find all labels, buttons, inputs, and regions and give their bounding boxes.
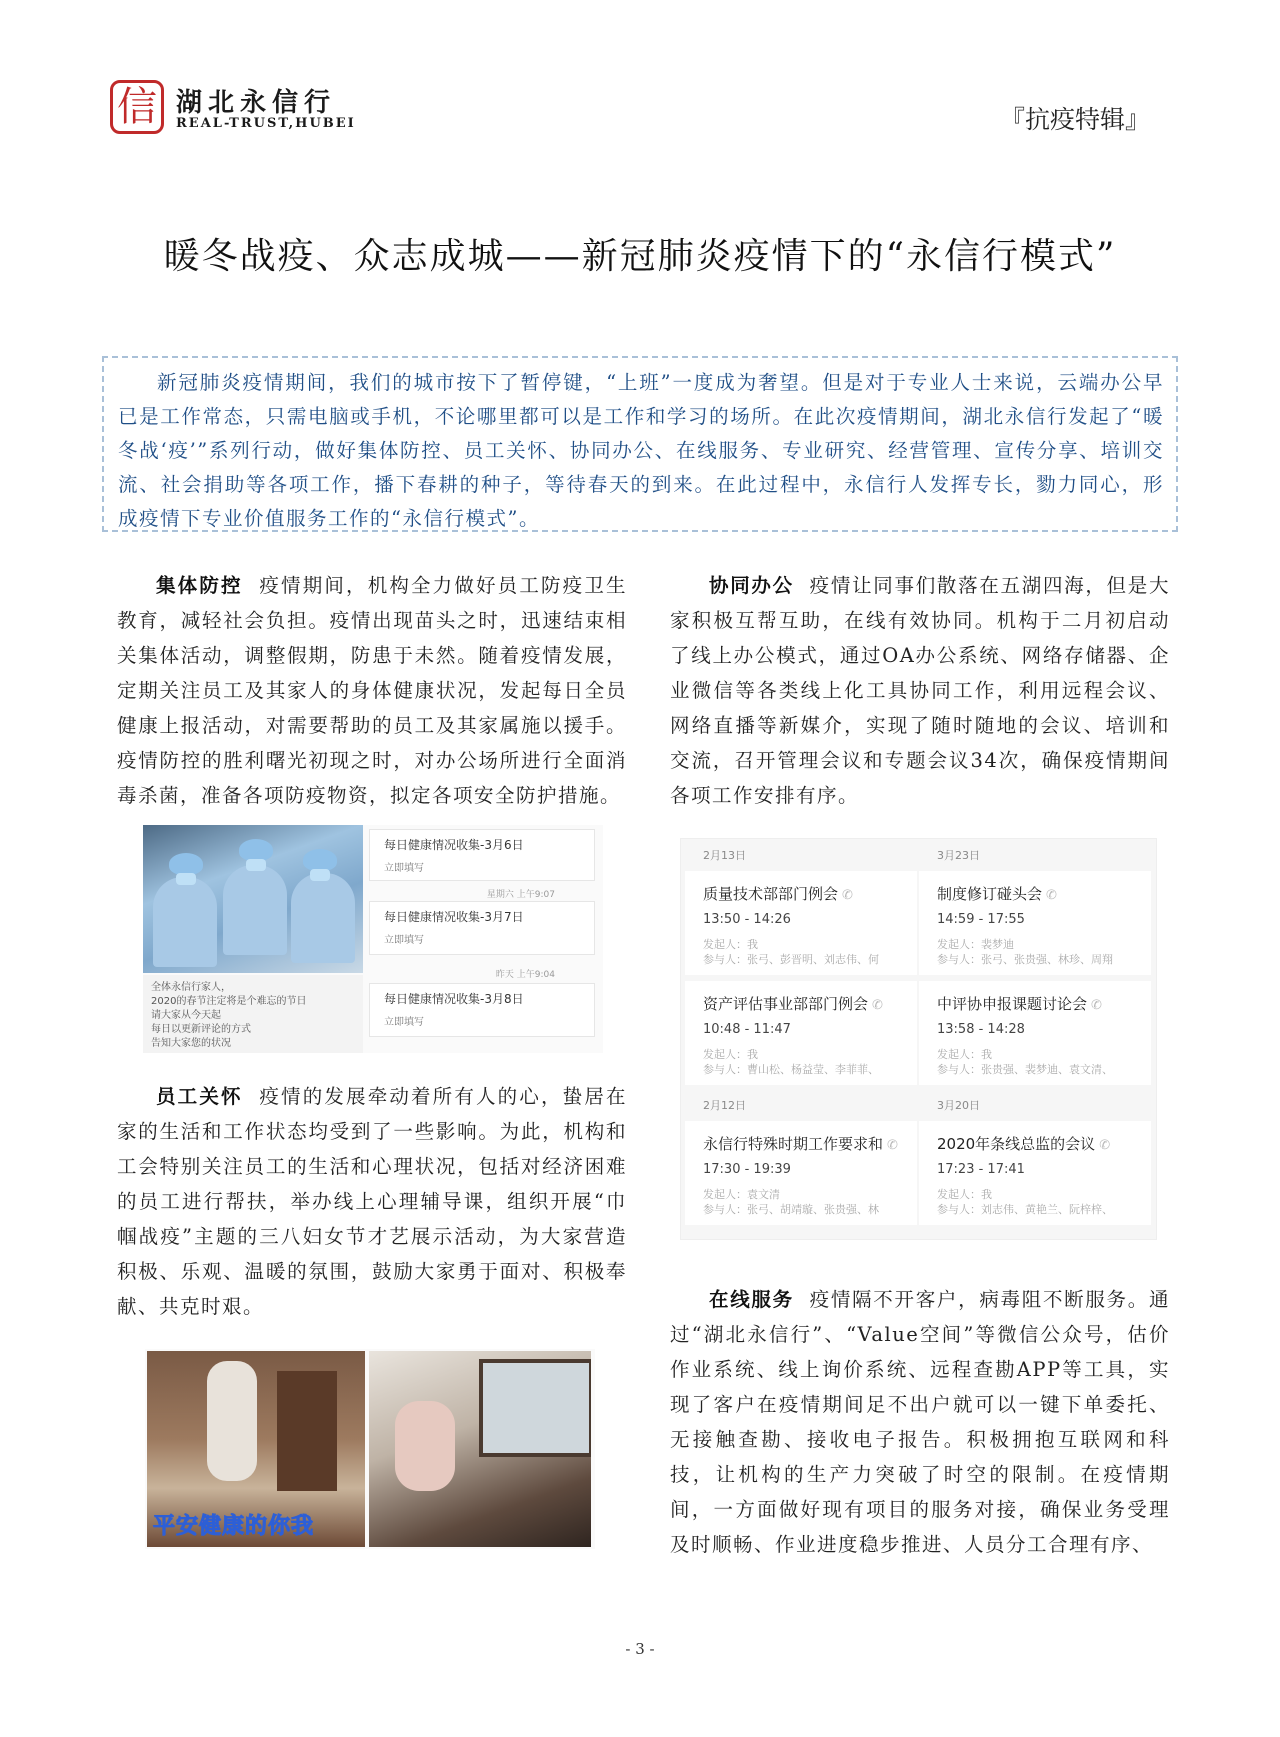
meeting-date: 2月12日 <box>703 1099 746 1112</box>
health-form-card[interactable] <box>369 829 595 881</box>
meeting-time: 17:23 - 17:41 <box>937 1162 1025 1177</box>
meeting-host: 发起人：我 <box>937 1188 992 1201</box>
meeting-item[interactable] <box>685 871 917 975</box>
section-collaborative-office <box>670 568 1170 813</box>
meeting-members: 参与人：张弓、胡靖璇、张贵强、林 <box>703 1203 879 1216</box>
logo-seal-icon: 信 <box>110 80 164 134</box>
figure-shape <box>246 859 266 871</box>
phone-icon: ✆ <box>872 998 883 1013</box>
meeting-item[interactable] <box>685 981 917 1085</box>
figure-shape <box>291 873 355 963</box>
logo <box>110 80 370 142</box>
meeting-members: 参与人：刘志伟、黄艳兰、阮梓梓、 <box>937 1203 1113 1216</box>
meeting-host: 发起人：裴梦迪 <box>937 938 1014 951</box>
meeting-host: 发起人：我 <box>703 938 758 951</box>
meeting-date: 3月20日 <box>937 1099 980 1112</box>
timestamp: 昨天 上午9:04 <box>495 970 555 980</box>
section-collective-prevention <box>117 568 627 813</box>
meeting-item[interactable] <box>919 1121 1151 1225</box>
meeting-date: 3月23日 <box>937 849 980 862</box>
health-form-title: 每日健康情况收集-3月8日 <box>384 992 524 1006</box>
figure-shape <box>239 839 273 861</box>
notice-line: 告知大家您的状况 <box>151 1038 231 1049</box>
figure-shape <box>310 869 330 881</box>
section-heading: 集体防控 <box>156 574 243 597</box>
meeting-name: 资产评估事业部部门例会 <box>703 995 869 1013</box>
meeting-host: 发起人：袁文清 <box>703 1188 780 1201</box>
fill-in-link[interactable]: 立即填写 <box>384 863 424 874</box>
phone-icon: ✆ <box>842 888 853 903</box>
child-shape <box>395 1401 455 1491</box>
notice-line: 全体永信行家人， <box>151 982 231 993</box>
timestamp: 星期六 上午9:07 <box>486 890 555 900</box>
door-shape <box>277 1371 337 1491</box>
photo-caption: 平安健康的你我 <box>153 1514 315 1539</box>
meeting-host: 发起人：我 <box>937 1048 992 1061</box>
meeting-time: 17:30 - 19:39 <box>703 1162 791 1177</box>
meeting-time: 14:59 - 17:55 <box>937 912 1025 927</box>
person-shape <box>207 1361 257 1481</box>
meeting-members: 参与人：张贵强、裴梦迪、袁文清、 <box>937 1063 1113 1076</box>
section-employee-care <box>117 1079 627 1324</box>
logo-name: 湖北永信行 <box>176 88 337 118</box>
section-heading: 协同办公 <box>709 574 794 597</box>
figure-shape <box>303 849 337 871</box>
phone-icon: ✆ <box>887 1138 898 1153</box>
figure-shape <box>153 877 217 967</box>
meeting-time: 13:58 - 14:28 <box>937 1022 1025 1037</box>
meeting-host: 发起人：我 <box>703 1048 758 1061</box>
window-shape <box>479 1359 591 1457</box>
medical-staff-photo <box>143 825 363 973</box>
meeting-name: 质量技术部部门例会 <box>703 885 839 903</box>
phone-icon: ✆ <box>1099 1138 1111 1153</box>
meeting-item[interactable] <box>685 1121 917 1225</box>
meeting-name: 永信行特殊时期工作要求和 <box>703 1135 884 1153</box>
section-heading: 员工关怀 <box>156 1085 243 1108</box>
fill-in-link[interactable]: 立即填写 <box>384 1017 424 1028</box>
intro-box: 新冠肺炎疫情期间，我们的城市按下了暂停键，“上班”一度成为奢望。但是对于专业人士来说，云端办公早已是工作常态，只需电脑或手机，不论哪里都可以是工作和学习的场所。在此次疫情期间，湖北永信行发起了“暖冬战‘疫’”系列行动，做好集体防控、员工关怀、协同办公、在线服务、专业研究、经营管理、宣传分享、培训交流、社会捐助等各项工作，播下春耕的种子，等待春天的到来。在此过程中，永信行人发挥专长，勠力同心，形成疫情下专业价值服务工作的“永信行模式”。 <box>102 356 1178 532</box>
notice-text <box>143 975 363 1053</box>
health-form-title: 每日健康情况收集-3月6日 <box>384 838 524 852</box>
logo-english-name: REAL-TRUST,HUBEI <box>176 116 356 131</box>
notice-line: 请大家从今天起 <box>151 1010 221 1021</box>
notice-line: 每日以更新评论的方式 <box>151 1024 251 1035</box>
section-online-service <box>670 1282 1170 1562</box>
figure-shape <box>176 873 196 885</box>
section-tag: 『抗疫特辑』 <box>999 105 1150 134</box>
meeting-members: 参与人：曹山松、杨益莹、李菲菲、 <box>703 1063 879 1076</box>
guzheng-photo <box>369 1351 591 1547</box>
figure-talent-show <box>145 1349 595 1549</box>
section-body: 疫情隔不开客户，病毒阻不断服务。通过“湖北永信行”、“Value空间”等微信公众号，估价作业系统、线上询价系统、远程查勘APP等工具，实现了客户在疫情期间足不出户就可以一键下单委托、无接触查勘、接收电子报告。积极拥抱互联网和科技，让机构的生产力突破了时空的限制。在疫情期间，一方面做好现有项目的服务对接，确保业务受理及时顺畅、作业进度稳步推进、人员分工合理有序、 <box>670 1288 1170 1556</box>
health-form-title: 每日健康情况收集-3月7日 <box>384 910 524 924</box>
meeting-column-left <box>685 841 917 1231</box>
section-heading: 在线服务 <box>709 1288 794 1311</box>
health-form-card[interactable] <box>369 901 595 955</box>
figure-meeting-list <box>680 838 1157 1240</box>
page-number: - 3 - <box>625 1640 655 1658</box>
section-body: 疫情期间，机构全力做好员工防疫卫生教育，减轻社会负担。疫情出现苗头之时，迅速结束相关集体活动，调整假期，防患于未然。随着疫情发展，定期关注员工及其家人的身体健康状况，发起每日全员健康上报活动，对需要帮助的员工及其家属施以援手。疫情防控的胜利曙光初现之时，对办公场所进行全面消毒杀菌，准备各项防疫物资，拟定各项安全防护措施。 <box>117 574 627 807</box>
article-title: 暖冬战疫、众志成城——新冠肺炎疫情下的“永信行模式” <box>163 236 1117 277</box>
figure-shape <box>169 853 203 875</box>
phone-icon: ✆ <box>1091 998 1102 1013</box>
meeting-item[interactable] <box>919 871 1151 975</box>
meeting-name: 制度修订碰头会 <box>937 885 1043 903</box>
meeting-time: 13:50 - 14:26 <box>703 912 791 927</box>
section-body: 疫情让同事们散落在五湖四海，但是大家积极互帮互助，在线有效协同。机构于二月初启动了线上办公模式，通过OA办公系统、网络存储器、企业微信等各类线上化工具协同工作，利用远程会议、网络直播等新媒介，实现了随时随地的会议、培训和交流，召开管理会议和专题会议34次，确保疫情期间各项工作安排有序。 <box>670 574 1170 807</box>
meeting-name: 2020年条线总监的会议 <box>937 1135 1096 1153</box>
figure-shape <box>223 865 287 955</box>
phone-icon: ✆ <box>1046 888 1057 903</box>
meeting-members: 参与人：张弓、彭晋明、刘志伟、何 <box>703 953 879 966</box>
section-body: 疫情的发展牵动着所有人的心，蛰居在家的生活和工作状态均受到了一些影响。为此，机构和工会特别关注员工的生活和心理状况，包括对经济困难的员工进行帮扶，举办线上心理辅导课，组织开展“巾帼战疫”主题的三八妇女节才艺展示活动，为大家营造积极、乐观、温暖的氛围，鼓励大家勇于面对、积极奉献、共克时艰。 <box>117 1085 627 1318</box>
meeting-date: 2月13日 <box>703 849 746 862</box>
meeting-members: 参与人：张弓、张贵强、林珍、周翔 <box>937 953 1113 966</box>
meeting-time: 10:48 - 11:47 <box>703 1022 791 1037</box>
health-form-card[interactable] <box>369 983 595 1037</box>
meeting-name: 中评协申报课题讨论会 <box>937 995 1088 1013</box>
notice-line: 2020的春节注定将是个难忘的节日 <box>151 996 307 1007</box>
fill-in-link[interactable]: 立即填写 <box>384 935 424 946</box>
meeting-item[interactable] <box>919 981 1151 1085</box>
figure-health-collection <box>143 825 603 1053</box>
meeting-column-right <box>919 841 1151 1231</box>
